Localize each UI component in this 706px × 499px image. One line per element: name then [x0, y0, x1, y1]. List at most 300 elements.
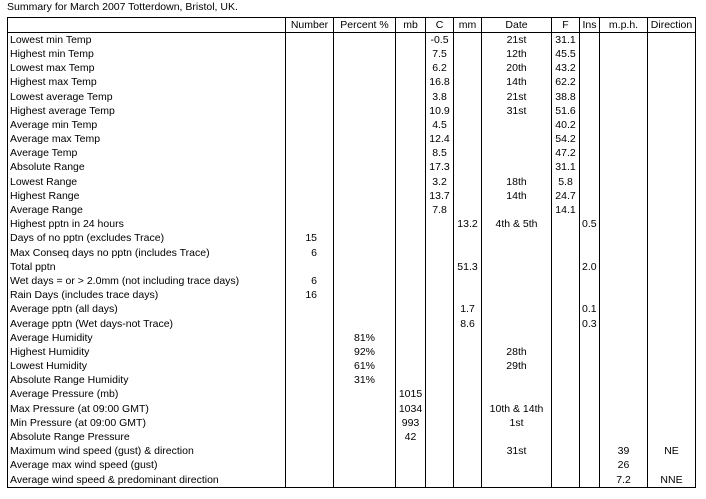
table-cell: [600, 331, 648, 345]
row-label: Lowest min Temp: [8, 33, 286, 48]
table-cell: [552, 260, 580, 274]
table-cell: [286, 473, 334, 488]
table-cell: [334, 430, 396, 444]
table-cell: [648, 104, 696, 118]
table-cell: [600, 118, 648, 132]
table-cell: 7.5: [426, 47, 454, 61]
table-cell: [396, 218, 426, 232]
table-cell: 31st: [482, 445, 552, 459]
table-cell: [552, 274, 580, 288]
table-cell: 1034: [396, 402, 426, 416]
table-cell: [286, 445, 334, 459]
table-row: [8, 473, 696, 488]
table-cell: [648, 246, 696, 260]
table-row: [8, 104, 696, 118]
table-cell: [600, 317, 648, 331]
table-cell: [454, 331, 482, 345]
table-cell: [648, 430, 696, 444]
table-cell: 14th: [482, 189, 552, 203]
table-cell: [286, 459, 334, 473]
table-cell: [600, 90, 648, 104]
table-cell: [396, 331, 426, 345]
row-label: Absolute Range Pressure: [8, 430, 286, 444]
table-cell: [334, 260, 396, 274]
table-cell: [648, 374, 696, 388]
table-cell: [600, 47, 648, 61]
table-cell: [600, 161, 648, 175]
table-cell: [426, 402, 454, 416]
table-row: [8, 90, 696, 104]
table-cell: 2.0: [580, 260, 600, 274]
table-row: [8, 260, 696, 274]
table-cell: [600, 303, 648, 317]
table-cell: 62.2: [552, 76, 580, 90]
table-cell: [454, 402, 482, 416]
table-cell: [552, 388, 580, 402]
table-cell: 17.3: [426, 161, 454, 175]
table-cell: [426, 430, 454, 444]
table-cell: [580, 459, 600, 473]
table-cell: [454, 430, 482, 444]
table-row: [8, 388, 696, 402]
table-cell: [426, 246, 454, 260]
table-cell: [600, 62, 648, 76]
row-label: Lowest Humidity: [8, 360, 286, 374]
table-row: [8, 118, 696, 132]
table-cell: [552, 360, 580, 374]
table-cell: [600, 274, 648, 288]
column-header: Ins: [580, 18, 600, 33]
table-cell: [426, 388, 454, 402]
table-cell: [648, 274, 696, 288]
table-row: [8, 445, 696, 459]
table-cell: [482, 232, 552, 246]
table-row: [8, 175, 696, 189]
table-cell: 5.8: [552, 175, 580, 189]
table-cell: [454, 175, 482, 189]
row-label: Lowest max Temp: [8, 62, 286, 76]
table-cell: 6: [286, 274, 334, 288]
table-cell: [648, 133, 696, 147]
table-cell: 0.3: [580, 317, 600, 331]
table-cell: [334, 232, 396, 246]
table-cell: [286, 189, 334, 203]
table-cell: [334, 147, 396, 161]
table-cell: [648, 90, 696, 104]
table-cell: [426, 416, 454, 430]
table-cell: 14th: [482, 76, 552, 90]
table-cell: [600, 203, 648, 217]
table-cell: [396, 303, 426, 317]
table-cell: [334, 62, 396, 76]
table-cell: [648, 189, 696, 203]
table-cell: [482, 459, 552, 473]
table-cell: [396, 473, 426, 488]
header-row: [8, 18, 696, 33]
table-cell: [648, 175, 696, 189]
table-cell: [454, 76, 482, 90]
table-cell: 3.2: [426, 175, 454, 189]
table-cell: [580, 147, 600, 161]
table-cell: [552, 317, 580, 331]
table-cell: [334, 317, 396, 331]
row-label: Average min Temp: [8, 118, 286, 132]
table-cell: [334, 473, 396, 488]
table-row: [8, 430, 696, 444]
table-cell: [580, 416, 600, 430]
table-cell: [552, 459, 580, 473]
table-cell: [286, 317, 334, 331]
table-cell: [580, 360, 600, 374]
table-cell: [648, 289, 696, 303]
table-cell: [600, 374, 648, 388]
table-cell: [454, 416, 482, 430]
table-cell: [426, 218, 454, 232]
table-cell: [334, 445, 396, 459]
table-cell: [334, 47, 396, 61]
table-cell: [552, 303, 580, 317]
table-cell: 16: [286, 289, 334, 303]
row-label: Highest max Temp: [8, 76, 286, 90]
table-cell: [286, 331, 334, 345]
table-cell: [454, 189, 482, 203]
table-cell: [286, 161, 334, 175]
table-cell: [648, 303, 696, 317]
table-cell: [396, 232, 426, 246]
table-cell: [334, 118, 396, 132]
table-cell: 21st: [482, 33, 552, 48]
table-cell: [648, 331, 696, 345]
table-cell: [648, 416, 696, 430]
table-cell: [396, 90, 426, 104]
table-cell: [580, 161, 600, 175]
table-cell: [600, 147, 648, 161]
row-label: Average Temp: [8, 147, 286, 161]
table-cell: 7.8: [426, 203, 454, 217]
table-cell: [648, 232, 696, 246]
table-cell: 40.2: [552, 118, 580, 132]
table-cell: [396, 317, 426, 331]
table-cell: [580, 133, 600, 147]
table-cell: [454, 62, 482, 76]
row-label: Highest Humidity: [8, 345, 286, 359]
table-cell: 54.2: [552, 133, 580, 147]
column-header: C: [426, 18, 454, 33]
table-cell: [600, 33, 648, 48]
table-cell: 3.8: [426, 90, 454, 104]
table-cell: [648, 260, 696, 274]
table-cell: [286, 175, 334, 189]
table-cell: [482, 147, 552, 161]
table-cell: [396, 161, 426, 175]
table-cell: [648, 161, 696, 175]
column-header: mb: [396, 18, 426, 33]
table-cell: [580, 246, 600, 260]
table-cell: 15: [286, 232, 334, 246]
row-label: Average pptn (all days): [8, 303, 286, 317]
table-cell: [426, 345, 454, 359]
table-cell: 0.5: [580, 218, 600, 232]
table-row: [8, 416, 696, 430]
table-cell: [482, 374, 552, 388]
table-cell: [600, 430, 648, 444]
table-cell: [286, 374, 334, 388]
table-cell: 92%: [334, 345, 396, 359]
table-cell: [454, 388, 482, 402]
table-cell: [482, 133, 552, 147]
table-cell: [600, 388, 648, 402]
table-row: [8, 47, 696, 61]
table-cell: [286, 76, 334, 90]
table-cell: [552, 331, 580, 345]
table-cell: [482, 246, 552, 260]
row-label: Max Pressure (at 09:00 GMT): [8, 402, 286, 416]
table-cell: [648, 388, 696, 402]
table-cell: [454, 473, 482, 488]
table-cell: [648, 317, 696, 331]
row-label: Wet days = or > 2.0mm (not including trace days): [8, 274, 286, 288]
table-cell: [600, 189, 648, 203]
table-cell: 81%: [334, 331, 396, 345]
table-cell: [286, 104, 334, 118]
table-cell: [648, 203, 696, 217]
table-cell: 16.8: [426, 76, 454, 90]
row-label: Absolute Range Humidity: [8, 374, 286, 388]
table-cell: 8.6: [454, 317, 482, 331]
table-cell: [286, 62, 334, 76]
table-cell: [552, 402, 580, 416]
table-cell: [334, 76, 396, 90]
table-cell: [600, 133, 648, 147]
table-cell: [454, 147, 482, 161]
table-cell: [454, 133, 482, 147]
page-title: Summary for March 2007 Totterdown, Bristol, UK.: [7, 1, 238, 13]
table-cell: [600, 289, 648, 303]
row-label: Maximum wind speed (gust) & direction: [8, 445, 286, 459]
table-row: [8, 203, 696, 217]
column-header: mm: [454, 18, 482, 33]
table-cell: [580, 62, 600, 76]
table-cell: [286, 416, 334, 430]
table-cell: [648, 360, 696, 374]
table-row: [8, 76, 696, 90]
table-cell: 13.2: [454, 218, 482, 232]
table-cell: [648, 218, 696, 232]
table-cell: NE: [648, 445, 696, 459]
table-cell: [396, 76, 426, 90]
table-cell: [454, 345, 482, 359]
row-label: Highest min Temp: [8, 47, 286, 61]
table-cell: [482, 289, 552, 303]
table-cell: [580, 232, 600, 246]
row-label: Highest Range: [8, 189, 286, 203]
table-cell: [396, 189, 426, 203]
table-cell: [334, 416, 396, 430]
table-cell: -0.5: [426, 33, 454, 48]
column-header: Number: [286, 18, 334, 33]
table-cell: 31.1: [552, 33, 580, 48]
table-cell: [552, 416, 580, 430]
table-cell: [482, 260, 552, 274]
table-cell: [482, 331, 552, 345]
table-cell: 29th: [482, 360, 552, 374]
table-cell: [552, 430, 580, 444]
table-cell: [580, 76, 600, 90]
table-cell: [454, 161, 482, 175]
table-cell: [426, 445, 454, 459]
table-cell: [426, 473, 454, 488]
table-cell: [482, 303, 552, 317]
table-cell: 31.1: [552, 161, 580, 175]
table-cell: [334, 303, 396, 317]
table-cell: [552, 445, 580, 459]
table-cell: [454, 246, 482, 260]
table-cell: [648, 62, 696, 76]
table-cell: [552, 232, 580, 246]
table-cell: [396, 345, 426, 359]
table-cell: [334, 218, 396, 232]
table-cell: [396, 274, 426, 288]
table-cell: [286, 90, 334, 104]
table-cell: [648, 47, 696, 61]
table-cell: 28th: [482, 345, 552, 359]
table-cell: [600, 232, 648, 246]
table-cell: [396, 62, 426, 76]
table-cell: [580, 118, 600, 132]
table-cell: [454, 289, 482, 303]
table-cell: [334, 175, 396, 189]
table-cell: [580, 445, 600, 459]
table-cell: [396, 47, 426, 61]
table-cell: [286, 33, 334, 48]
table-cell: [454, 459, 482, 473]
column-header: [8, 18, 286, 33]
table-cell: [334, 388, 396, 402]
table-cell: 12.4: [426, 133, 454, 147]
table-cell: [396, 203, 426, 217]
row-label: Max Conseq days no pptn (includes Trace): [8, 246, 286, 260]
table-cell: 51.6: [552, 104, 580, 118]
table-cell: [396, 118, 426, 132]
table-cell: [334, 274, 396, 288]
table-cell: [600, 345, 648, 359]
table-cell: [552, 473, 580, 488]
table-cell: 8.5: [426, 147, 454, 161]
table-cell: [600, 402, 648, 416]
row-label: Average Range: [8, 203, 286, 217]
table-cell: [396, 104, 426, 118]
table-cell: 61%: [334, 360, 396, 374]
table-cell: 1st: [482, 416, 552, 430]
table-cell: [648, 33, 696, 48]
table-cell: [334, 90, 396, 104]
column-header: m.p.h.: [600, 18, 648, 33]
table-cell: [600, 218, 648, 232]
table-cell: [454, 374, 482, 388]
table-cell: [426, 289, 454, 303]
table-cell: [482, 473, 552, 488]
table-cell: [334, 133, 396, 147]
table-cell: 1015: [396, 388, 426, 402]
table-cell: [286, 47, 334, 61]
row-label: Lowest Range: [8, 175, 286, 189]
table-cell: [396, 360, 426, 374]
table-cell: [286, 118, 334, 132]
table-cell: [334, 104, 396, 118]
table-cell: [600, 416, 648, 430]
column-header: Date: [482, 18, 552, 33]
table-cell: [600, 360, 648, 374]
table-cell: [482, 430, 552, 444]
table-cell: 10.9: [426, 104, 454, 118]
table-cell: [426, 459, 454, 473]
table-cell: [600, 175, 648, 189]
table-cell: [580, 388, 600, 402]
table-cell: 6: [286, 246, 334, 260]
row-label: Highest pptn in 24 hours: [8, 218, 286, 232]
row-label: Days of no pptn (excludes Trace): [8, 232, 286, 246]
table-row: [8, 274, 696, 288]
table-cell: [482, 317, 552, 331]
table-cell: [482, 161, 552, 175]
table-row: [8, 345, 696, 359]
table-cell: [580, 104, 600, 118]
table-row: [8, 232, 696, 246]
table-cell: [454, 90, 482, 104]
table-cell: [454, 33, 482, 48]
table-cell: 993: [396, 416, 426, 430]
table-cell: 13.7: [426, 189, 454, 203]
table-cell: [648, 345, 696, 359]
table-cell: 21st: [482, 90, 552, 104]
table-row: [8, 360, 696, 374]
table-cell: [552, 345, 580, 359]
table-cell: [580, 473, 600, 488]
table-cell: 39: [600, 445, 648, 459]
table-cell: [580, 47, 600, 61]
row-label: Average pptn (Wet days-not Trace): [8, 317, 286, 331]
table-cell: [286, 430, 334, 444]
table-cell: [396, 33, 426, 48]
table-cell: [286, 345, 334, 359]
table-cell: 47.2: [552, 147, 580, 161]
table-cell: [600, 104, 648, 118]
table-cell: [580, 402, 600, 416]
row-label: Average max Temp: [8, 133, 286, 147]
table-cell: [648, 147, 696, 161]
summary-table: [7, 17, 696, 488]
column-header: Direction: [648, 18, 696, 33]
table-row: [8, 303, 696, 317]
table-cell: 51.3: [454, 260, 482, 274]
table-cell: 4.5: [426, 118, 454, 132]
table-cell: 42: [396, 430, 426, 444]
table-cell: [454, 360, 482, 374]
table-cell: [580, 189, 600, 203]
table-cell: [580, 374, 600, 388]
table-cell: [552, 246, 580, 260]
table-cell: [454, 203, 482, 217]
table-cell: 31%: [334, 374, 396, 388]
row-label: Lowest average Temp: [8, 90, 286, 104]
table-row: [8, 289, 696, 303]
table-cell: [396, 445, 426, 459]
table-row: [8, 33, 696, 48]
table-cell: [396, 260, 426, 274]
table-cell: [454, 232, 482, 246]
table-row: [8, 189, 696, 203]
table-cell: 26: [600, 459, 648, 473]
